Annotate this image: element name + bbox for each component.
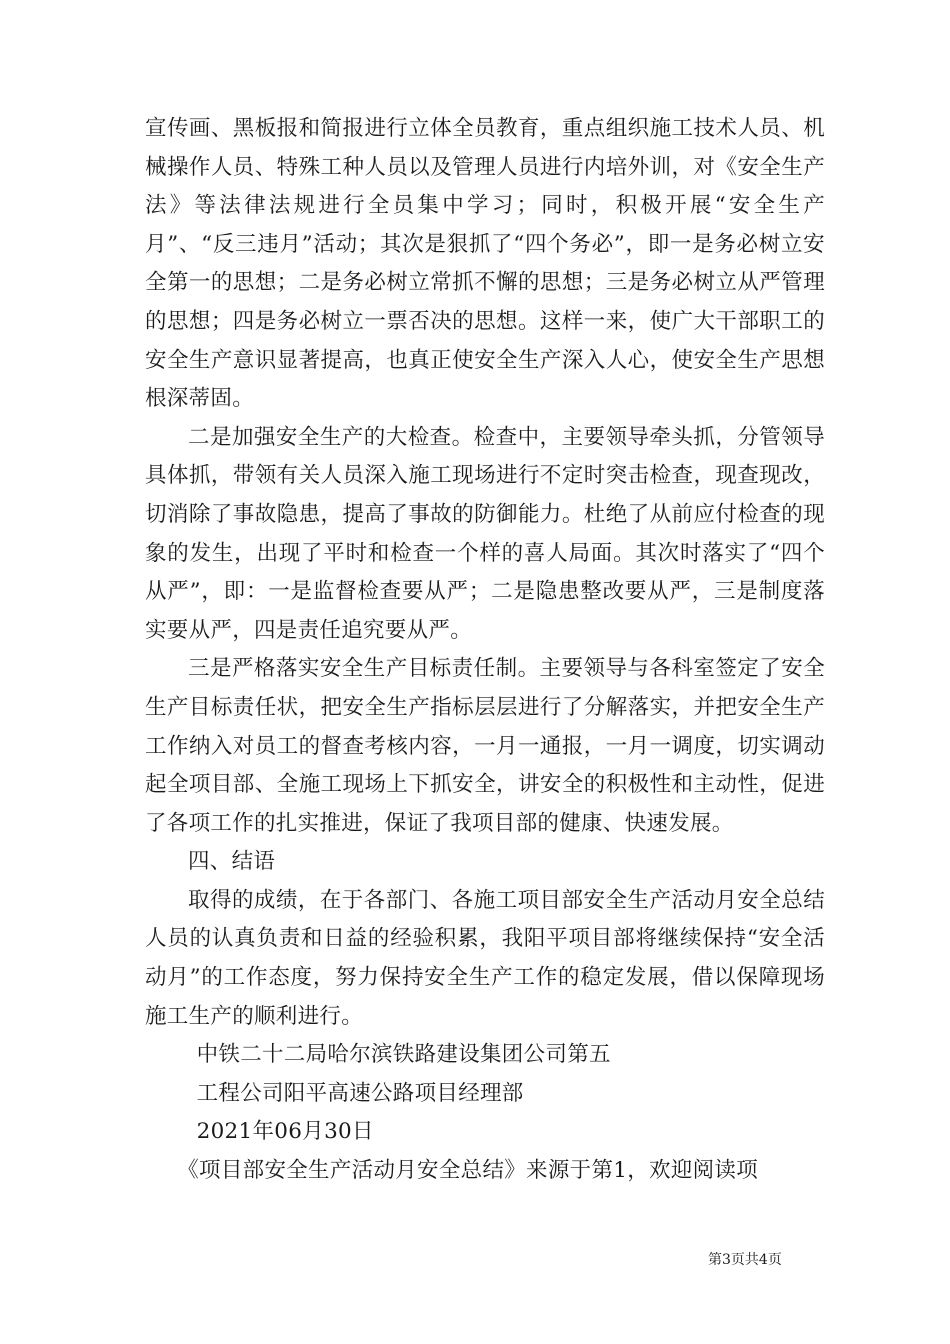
document-body xyxy=(145,110,825,1191)
paragraph-3: 三是严格落实安全生产目标责任制。主要领导与各科室签定了安全生产目标责任状，把安全生产指标层层进行了分解落实，并把安全生产工作纳入对员工的督查考核内容，一月一通报，一月一调度，切实调动起全项目部、全施工现场上下抓安全，讲安全的积极性和主动性，促进了各项工作的扎实推进，保证了我项目部的健康、快速发展。 xyxy=(145,656,825,836)
paragraph-conclusion: 取得的成绩，在于各部门、各施工项目部安全生产活动月安全总结人员的认真负责和日益的经验积累，我阳平项目部将继续保持“安全活动月”的工作态度，努力保持安全生产工作的稳定发展，借以保障现场施工生产的顺利进行。 xyxy=(145,887,825,1029)
section-heading-conclusion: 四、结语 xyxy=(188,849,276,875)
paragraph-1: 宣传画、黑板报和简报进行立体全员教育，重点组织施工技术人员、机械操作人员、特殊工种人员以及管理人员进行内培外训，对《安全生产法》等法律法规进行全员集中学习；同时，积极开展“安全生产月”、“反三违月”活动；其次是狠抓了“四个务必”，即一是务必树立安全第一的思想；二是务必树立常抓不懈的思想；三是务必树立从严管理的思想；四是务必树立一票否决的思想。这样一来，使广大干部职工的安全生产意识显著提高，也真正使安全生产深入人心，使安全生产思想根深蒂固。 xyxy=(145,116,825,412)
signature-date: 2021年06月30日 xyxy=(196,1119,374,1145)
closing-line: 《项目部安全生产活动月安全总结》来源于第1，欢迎阅读项 xyxy=(177,1158,759,1184)
paragraph-2: 二是加强安全生产的大检查。检查中，主要领导牵头抓，分管领导具体抓，带领有关人员深入施工现场进行不定时突击检查，现查现改，切消除了事故隐患，提高了事故的防御能力。杜绝了从前应付检查的现象的发生，出现了平时和检查一个样的喜人局面。其次时落实了“四个从严”，即：一是监督检查要从严；二是隐患整改要从严，三是制度落实要从严，四是责任追究要从严。 xyxy=(145,424,825,643)
page-number: 第3页共4页 xyxy=(708,1252,782,1268)
signature-line-2: 工程公司阳平高速公路项目经理部 xyxy=(196,1080,524,1106)
signature-line-1: 中铁二十二局哈尔滨铁路建设集团公司第五 xyxy=(196,1042,611,1068)
